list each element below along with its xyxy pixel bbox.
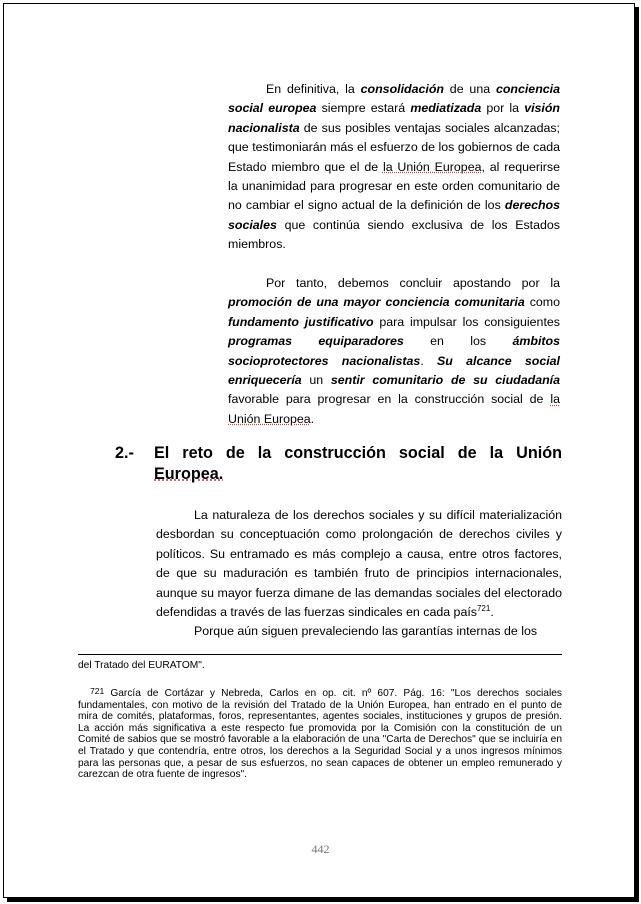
section-number: 2.- [115, 444, 134, 462]
text-run: . [310, 411, 315, 426]
emphasis-text: consolidación [360, 82, 444, 96]
footnote-text: García de Cortázar y Nebreda, Carlos en op. cit. nº 607. Pág. 16: "Los derechos sociales fundamentales, con motivo de la revisión del Tratado de la Unión Europea, han entrado en el punto de mira de comités, plataformas, foros, representantes, agentes sociales, instituciones y grupos de presión. La acción más significativa a este respecto fue promovida por la Comisión con la constitución de un Comité de sabios que se mostró favorable a la elaboración de una "Carta de Derechos" que se incluiría en el Tratado y que contendría, entre otros, los derechos a la Seguridad Social y a unos ingresos mínimos para las personas que, a pesar de sus esfuerzos, no sean capaces de obtener un empleo remunerado y carezcan de otra fuente de ingresos". [78, 688, 562, 781]
text-run: como [524, 295, 561, 310]
emphasis-text: conciencia social europea [228, 82, 560, 116]
emphasis-text: programas equiparadores [228, 334, 404, 349]
body-paragraph-2 [156, 622, 562, 641]
text-run: En definitiva, la [266, 82, 361, 96]
section-title-line-2: Europea. [154, 465, 224, 483]
footnote-mark: 721 [90, 686, 105, 696]
footnote-reference[interactable]: 721 [476, 603, 491, 613]
text-run: , al requerirse la unanimidad para progresar en este orden comunitario de no cambiar el signo actual de la definición de los [228, 159, 560, 213]
flagged-text: la Unión Europea [382, 159, 482, 174]
text-run: en los [403, 334, 513, 349]
body-text [156, 506, 562, 642]
emphasis-text: sentir comunitario de su ciudadanía [330, 373, 560, 388]
footnote-separator [78, 654, 562, 655]
text-run: que continúa siendo exclusiva de los Estados miembros. [228, 217, 560, 252]
text-run: siempre estará [316, 101, 411, 116]
section-title [154, 443, 562, 485]
text-run: para impulsar los consiguientes [373, 314, 560, 329]
body-paragraph-1 [156, 506, 562, 622]
text-run: Por tanto, debemos concluir apostando por la [266, 276, 560, 291]
emphasis-text: ámbitos socioprotectores nacionalistas [228, 334, 561, 368]
body-paragraph-1-end: . [490, 605, 494, 620]
emphasis-text: promoción de una mayor conciencia comunitaria [228, 295, 525, 310]
emphasis-text: derechos sociales [228, 198, 560, 232]
flagged-text: la Unión Europea [228, 392, 560, 426]
footnote-721 [78, 686, 562, 781]
text-run: de sus posibles ventajas sociales alcanzadas; que testimoniarán más el esfuerzo de los gobiernos de cada Estado miembro que el de [228, 120, 560, 174]
emphasis-text: fundamento justificativo [228, 314, 374, 329]
text-run: de una [443, 82, 496, 96]
page-number: 442 [311, 842, 330, 856]
quote-block [228, 80, 560, 429]
text-run: . [420, 353, 438, 368]
body-paragraph-1-text: La naturaleza de los derechos sociales y su difícil materialización desbordan su conceptuación como prolongación de derechos civiles y políticos. Su entramado es más complejo a causa, entre otros factores, de que su maduración es también fruto de principios internacionales, aunque su mayor fuerza dimane de las demandas sociales del electorado defendidas a través de las fuerzas sindicales en cada país [156, 508, 562, 620]
text-run: favorable para progresar en la construcción social de [228, 392, 551, 407]
quote-paragraph-1 [228, 80, 560, 255]
text-run: un [301, 373, 331, 388]
quote-paragraph-2 [228, 274, 560, 429]
emphasis-text: Su alcance social enriquecería [228, 353, 560, 388]
section-title-line-1: El reto de la construcción social de la Unión [154, 444, 562, 462]
text-run: por la [481, 101, 525, 116]
emphasis-text: visión nacionalista [228, 101, 560, 135]
emphasis-text: mediatizada [410, 101, 482, 116]
footnote-continuation: del Tratado del EURATOM". [78, 660, 205, 671]
body-paragraph-2-text: Porque aún siguen prevaleciendo las garantías internas de los [194, 624, 538, 639]
